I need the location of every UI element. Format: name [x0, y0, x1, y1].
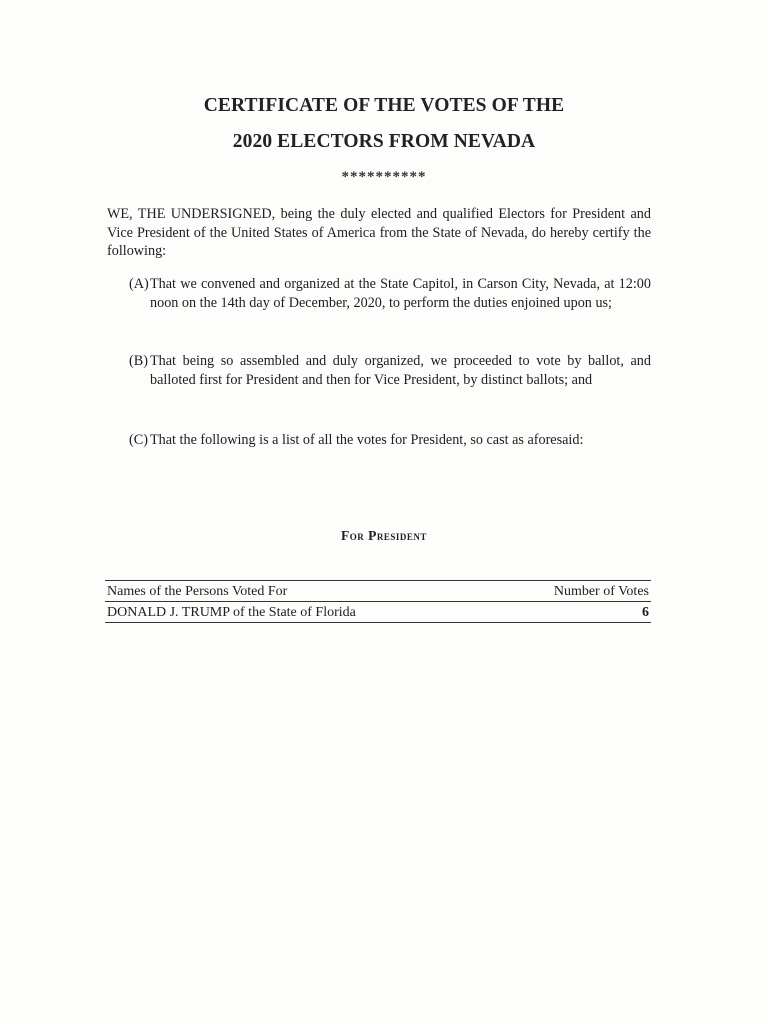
- title-line-1: CERTIFICATE OF THE VOTES OF THE: [203, 95, 565, 116]
- clause-b: [129, 352, 651, 390]
- clause-label: (C): [129, 432, 148, 448]
- clause-text: That we convened and organized at the State Capitol, in Carson City, Nevada, at 12:00 noon on the 14th day of December, 2020, to perform the duties enjoined upon us;: [150, 276, 651, 311]
- clause-text: That being so assembled and duly organized, we proceeded to vote by ballot, and balloted first for President and then for Vice President, by distinct ballots; and: [150, 353, 651, 388]
- clause-label: (A): [129, 276, 149, 292]
- table-header-row: [105, 581, 651, 602]
- intro-paragraph: WE, THE UNDERSIGNED, being the duly elected and qualified Electors for President and Vice President of the United States of America from the State of Nevada, do hereby certify the following:: [107, 206, 651, 259]
- separator-stars: **********: [341, 169, 427, 185]
- clause-a: [129, 275, 651, 313]
- header-name: Names of the Persons Voted For: [105, 581, 497, 602]
- clause-c: [129, 431, 651, 450]
- title-line-2: 2020 ELECTORS FROM NEVADA: [232, 131, 536, 152]
- header-votes: Number of Votes: [497, 581, 651, 602]
- votes-table: [105, 580, 651, 623]
- clause-label: (B): [129, 353, 148, 369]
- clause-text: That the following is a list of all the votes for President, so cast as aforesaid:: [150, 432, 584, 448]
- table-row: [105, 602, 651, 623]
- section-heading: For President: [341, 528, 427, 543]
- vote-count: 6: [497, 602, 651, 623]
- candidate-name: DONALD J. TRUMP of the State of Florida: [105, 602, 497, 623]
